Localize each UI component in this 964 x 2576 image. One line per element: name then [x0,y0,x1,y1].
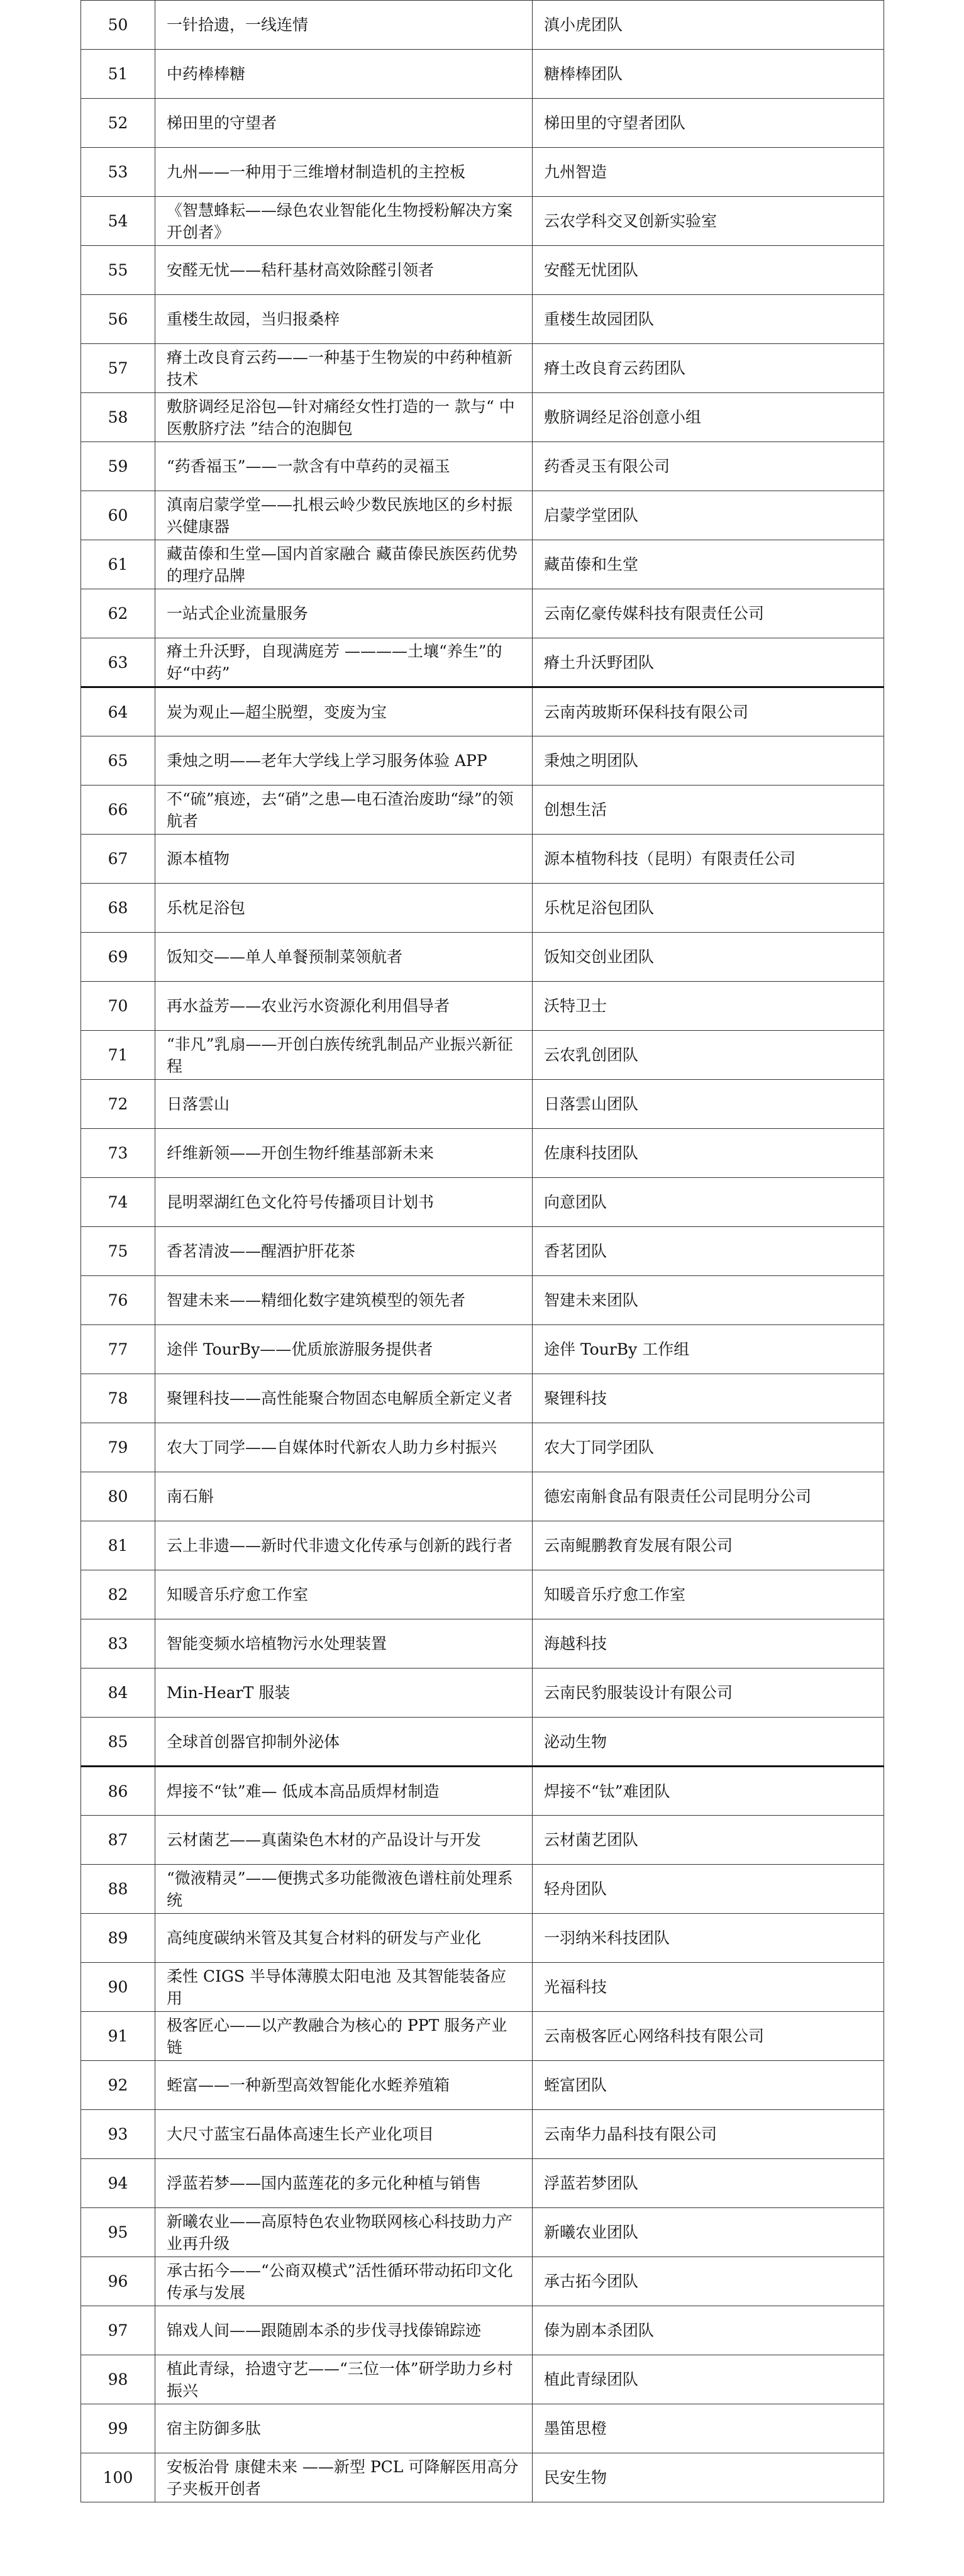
team-name-cell: 一羽纳米科技团队 [533,1914,884,1963]
team-name-cell: 墨笛思橙 [533,2404,884,2453]
team-name-cell: 云南极客匠心网络科技有限公司 [533,2012,884,2061]
row-number-cell: 87 [81,1816,155,1865]
project-name-cell: 知暖音乐疗愈工作室 [155,1570,533,1619]
row-number-cell: 57 [81,344,155,393]
row-number-cell: 53 [81,148,155,197]
row-number-cell: 69 [81,933,155,982]
row-number-cell: 99 [81,2404,155,2453]
project-name-cell: 日落雲山 [155,1080,533,1129]
project-name-cell: 饭知交——单人单餐预制菜领航者 [155,933,533,982]
team-name-cell: 药香灵玉有限公司 [533,442,884,491]
table-row [81,884,884,933]
row-number-cell: 66 [81,786,155,835]
team-name-cell: 云南鲲鹏教育发展有限公司 [533,1521,884,1570]
table-row [81,1570,884,1619]
row-number-cell: 92 [81,2061,155,2110]
table-row [81,1031,884,1080]
row-number-cell: 79 [81,1423,155,1472]
row-number-cell: 83 [81,1619,155,1668]
table-row [81,786,884,835]
table-row [81,982,884,1031]
team-name-cell: 海越科技 [533,1619,884,1668]
table-row [81,2355,884,2404]
table-row [81,1619,884,1668]
table-row [81,2159,884,2208]
team-name-cell: 源本植物科技（昆明）有限责任公司 [533,835,884,884]
project-name-cell: 聚锂科技——高性能聚合物固态电解质全新定义者 [155,1374,533,1423]
team-name-cell: 饭知交创业团队 [533,933,884,982]
project-name-cell: 新曦农业——高原特色农业物联网核心科技助力产业再升级 [155,2208,533,2257]
row-number-cell: 76 [81,1276,155,1325]
project-name-cell: 全球首创器官抑制外泌体 [155,1718,533,1767]
project-name-cell: 重楼生故园，当归报桑梓 [155,295,533,344]
row-number-cell: 67 [81,835,155,884]
row-number-cell: 59 [81,442,155,491]
team-name-cell: 智建未来团队 [533,1276,884,1325]
row-number-cell: 98 [81,2355,155,2404]
row-number-cell: 85 [81,1718,155,1767]
project-name-cell: 高纯度碳纳米管及其复合材料的研发与产业化 [155,1914,533,1963]
row-number-cell: 90 [81,1963,155,2012]
row-number-cell: 72 [81,1080,155,1129]
team-name-cell: 蛭富团队 [533,2061,884,2110]
project-name-cell: 柔性 CIGS 半导体薄膜太阳电池 及其智能装备应用 [155,1963,533,2012]
project-name-cell: 承古拓今——“公商双模式”活性循环带动拓印文化传承与发展 [155,2257,533,2306]
row-number-cell: 89 [81,1914,155,1963]
row-number-cell: 95 [81,2208,155,2257]
team-name-cell: 云南民豹服装设计有限公司 [533,1668,884,1718]
table-row [81,638,884,687]
project-name-cell: 藏苗傣和生堂—国内首家融合 藏苗傣民族医药优势的理疗品牌 [155,540,533,589]
team-name-cell: 糖棒棒团队 [533,50,884,99]
table-row [81,99,884,148]
row-number-cell: 58 [81,393,155,442]
project-name-cell: 瘠土升沃野，自现满庭芳 ————土壤“养生”的好“中药” [155,638,533,687]
project-name-cell: 植此青绿，拾遗守艺——“三位一体”研学助力乡村振兴 [155,2355,533,2404]
team-name-cell: 敷脐调经足浴创意小组 [533,393,884,442]
project-name-cell: 锦戏人间——跟随剧本杀的步伐寻找傣锦踪迹 [155,2306,533,2355]
table-row [81,687,884,736]
team-name-cell: 焊接不“钛”难团队 [533,1767,884,1816]
project-name-cell: 云材菌艺——真菌染色木材的产品设计与开发 [155,1816,533,1865]
table-row [81,1423,884,1472]
table-row [81,2061,884,2110]
team-name-cell: 创想生活 [533,786,884,835]
row-number-cell: 86 [81,1767,155,1816]
project-name-cell: “药香福玉”——一款含有中草药的灵福玉 [155,442,533,491]
table-row [81,1865,884,1914]
row-number-cell: 84 [81,1668,155,1718]
table-row [81,1178,884,1227]
team-name-cell: 云农学科交叉创新实验室 [533,197,884,246]
row-number-cell: 96 [81,2257,155,2306]
project-name-cell: 瘠土改良育云药——一种基于生物炭的中药种植新技术 [155,344,533,393]
table-row [81,2012,884,2061]
team-name-cell: 瘠土升沃野团队 [533,638,884,687]
table-row [81,1472,884,1521]
row-number-cell: 68 [81,884,155,933]
project-name-cell: 大尺寸蓝宝石晶体高速生长产业化项目 [155,2110,533,2159]
team-name-cell: 滇小虎团队 [533,1,884,50]
project-name-cell: 《智慧蜂耘——绿色农业智能化生物授粉解决方案开创者》 [155,197,533,246]
team-name-cell: 佐康科技团队 [533,1129,884,1178]
team-name-cell: 云南芮玻斯环保科技有限公司 [533,687,884,736]
row-number-cell: 75 [81,1227,155,1276]
table-row [81,589,884,638]
team-name-cell: 轻舟团队 [533,1865,884,1914]
team-name-cell: 云农乳创团队 [533,1031,884,1080]
table-row [81,1325,884,1374]
project-name-cell: 梯田里的守望者 [155,99,533,148]
row-number-cell: 60 [81,491,155,540]
team-name-cell: 德宏南斛食品有限责任公司昆明分公司 [533,1472,884,1521]
row-number-cell: 63 [81,638,155,687]
project-name-cell: 焊接不“钛”难— 低成本高品质焊材制造 [155,1767,533,1816]
row-number-cell: 74 [81,1178,155,1227]
table-row [81,540,884,589]
team-name-cell: 安醛无忧团队 [533,246,884,295]
table-row [81,491,884,540]
row-number-cell: 91 [81,2012,155,2061]
project-name-cell: “非凡”乳扇——开创白族传统乳制品产业振兴新征程 [155,1031,533,1080]
table-row [81,1668,884,1718]
row-number-cell: 65 [81,736,155,786]
table-row [81,344,884,393]
team-name-cell: 浮蓝若梦团队 [533,2159,884,2208]
team-name-cell: 云南亿豪传媒科技有限责任公司 [533,589,884,638]
table-row [81,2208,884,2257]
row-number-cell: 50 [81,1,155,50]
project-name-cell: 浮蓝若梦——国内蓝莲花的多元化种植与销售 [155,2159,533,2208]
project-name-cell: 昆明翠湖红色文化符号传播项目计划书 [155,1178,533,1227]
row-number-cell: 56 [81,295,155,344]
team-name-cell: 农大丁同学团队 [533,1423,884,1472]
project-name-cell: 敷脐调经足浴包—针对痛经女性打造的一 款与“ 中医敷脐疗法 ”结合的泡脚包 [155,393,533,442]
project-name-cell: 安板治骨 康健未来 ——新型 PCL 可降解医用高分子夹板开创者 [155,2453,533,2502]
table-row [81,1374,884,1423]
team-name-cell: 云南华力晶科技有限公司 [533,2110,884,2159]
project-name-cell: 不“硫”痕迹，去“硝”之患—电石渣治废助“绿”的领航者 [155,786,533,835]
row-number-cell: 88 [81,1865,155,1914]
row-number-cell: 82 [81,1570,155,1619]
row-number-cell: 51 [81,50,155,99]
row-number-cell: 100 [81,2453,155,2502]
team-name-cell: 民安生物 [533,2453,884,2502]
team-name-cell: 途伴 TourBy 工作组 [533,1325,884,1374]
table-row [81,295,884,344]
table-row [81,1816,884,1865]
table-row [81,2404,884,2453]
table-row [81,1521,884,1570]
project-name-cell: 炭为观止—超尘脱塑，变废为宝 [155,687,533,736]
table-row [81,1080,884,1129]
row-number-cell: 62 [81,589,155,638]
row-number-cell: 64 [81,687,155,736]
row-number-cell: 78 [81,1374,155,1423]
team-name-cell: 瘠土改良育云药团队 [533,344,884,393]
project-name-cell: 源本植物 [155,835,533,884]
project-table-body [81,1,884,2502]
project-name-cell: 云上非遗——新时代非遗文化传承与创新的践行者 [155,1521,533,1570]
project-name-cell: 智能变频水培植物污水处理装置 [155,1619,533,1668]
team-name-cell: 香茗团队 [533,1227,884,1276]
team-name-cell: 日落雲山团队 [533,1080,884,1129]
team-name-cell: 云材菌艺团队 [533,1816,884,1865]
team-name-cell: 启蒙学堂团队 [533,491,884,540]
team-name-cell: 藏苗傣和生堂 [533,540,884,589]
team-name-cell: 向意团队 [533,1178,884,1227]
table-row [81,50,884,99]
project-name-cell: “微液精灵”——便携式多功能微液色谱柱前处理系统 [155,1865,533,1914]
team-name-cell: 傣为剧本杀团队 [533,2306,884,2355]
row-number-cell: 77 [81,1325,155,1374]
project-name-cell: 宿主防御多肽 [155,2404,533,2453]
table-row [81,1129,884,1178]
table-row [81,1227,884,1276]
project-name-cell: 安醛无忧——秸秆基材高效除醛引领者 [155,246,533,295]
table-row [81,1718,884,1767]
table-row [81,736,884,786]
team-name-cell: 泌动生物 [533,1718,884,1767]
project-name-cell: 滇南启蒙学堂——扎根云岭少数民族地区的乡村振兴健康器 [155,491,533,540]
project-name-cell: 南石斛 [155,1472,533,1521]
project-name-cell: 一站式企业流量服务 [155,589,533,638]
table-row [81,1,884,50]
project-name-cell: 香茗清波——醒酒护肝花茶 [155,1227,533,1276]
project-name-cell: Min-HearT 服装 [155,1668,533,1718]
project-name-cell: 再水益芳——农业污水资源化利用倡导者 [155,982,533,1031]
table-row [81,1914,884,1963]
row-number-cell: 71 [81,1031,155,1080]
team-name-cell: 光福科技 [533,1963,884,2012]
table-row [81,393,884,442]
team-name-cell: 沃特卫士 [533,982,884,1031]
row-number-cell: 73 [81,1129,155,1178]
team-name-cell: 植此青绿团队 [533,2355,884,2404]
award-list-page [80,0,884,2502]
table-row [81,197,884,246]
row-number-cell: 80 [81,1472,155,1521]
team-name-cell: 梯田里的守望者团队 [533,99,884,148]
table-row [81,1767,884,1816]
row-number-cell: 55 [81,246,155,295]
team-name-cell: 承古拓今团队 [533,2257,884,2306]
team-name-cell: 重楼生故园团队 [533,295,884,344]
project-name-cell: 中药棒棒糖 [155,50,533,99]
project-name-cell: 农大丁同学——自媒体时代新农人助力乡村振兴 [155,1423,533,1472]
project-name-cell: 极客匠心——以产教融合为核心的 PPT 服务产业链 [155,2012,533,2061]
row-number-cell: 70 [81,982,155,1031]
row-number-cell: 81 [81,1521,155,1570]
table-row [81,1963,884,2012]
project-table [80,0,884,2502]
project-name-cell: 乐枕足浴包 [155,884,533,933]
team-name-cell: 知暖音乐疗愈工作室 [533,1570,884,1619]
table-row [81,2453,884,2502]
project-name-cell: 途伴 TourBy——优质旅游服务提供者 [155,1325,533,1374]
table-row [81,246,884,295]
project-name-cell: 纤维新领——开创生物纤维基部新未来 [155,1129,533,1178]
project-name-cell: 秉烛之明——老年大学线上学习服务体验 APP [155,736,533,786]
row-number-cell: 97 [81,2306,155,2355]
table-row [81,2110,884,2159]
project-name-cell: 蛭富——一种新型高效智能化水蛭养殖箱 [155,2061,533,2110]
table-row [81,442,884,491]
row-number-cell: 54 [81,197,155,246]
project-name-cell: 九州——一种用于三维增材制造机的主控板 [155,148,533,197]
project-name-cell: 智建未来——精细化数字建筑模型的领先者 [155,1276,533,1325]
team-name-cell: 新曦农业团队 [533,2208,884,2257]
team-name-cell: 九州智造 [533,148,884,197]
row-number-cell: 94 [81,2159,155,2208]
row-number-cell: 93 [81,2110,155,2159]
team-name-cell: 乐枕足浴包团队 [533,884,884,933]
team-name-cell: 聚锂科技 [533,1374,884,1423]
table-row [81,2306,884,2355]
team-name-cell: 秉烛之明团队 [533,736,884,786]
row-number-cell: 52 [81,99,155,148]
table-row [81,1276,884,1325]
row-number-cell: 61 [81,540,155,589]
table-row [81,835,884,884]
project-name-cell: 一针拾遗，一线连情 [155,1,533,50]
table-row [81,933,884,982]
table-row [81,2257,884,2306]
table-row [81,148,884,197]
